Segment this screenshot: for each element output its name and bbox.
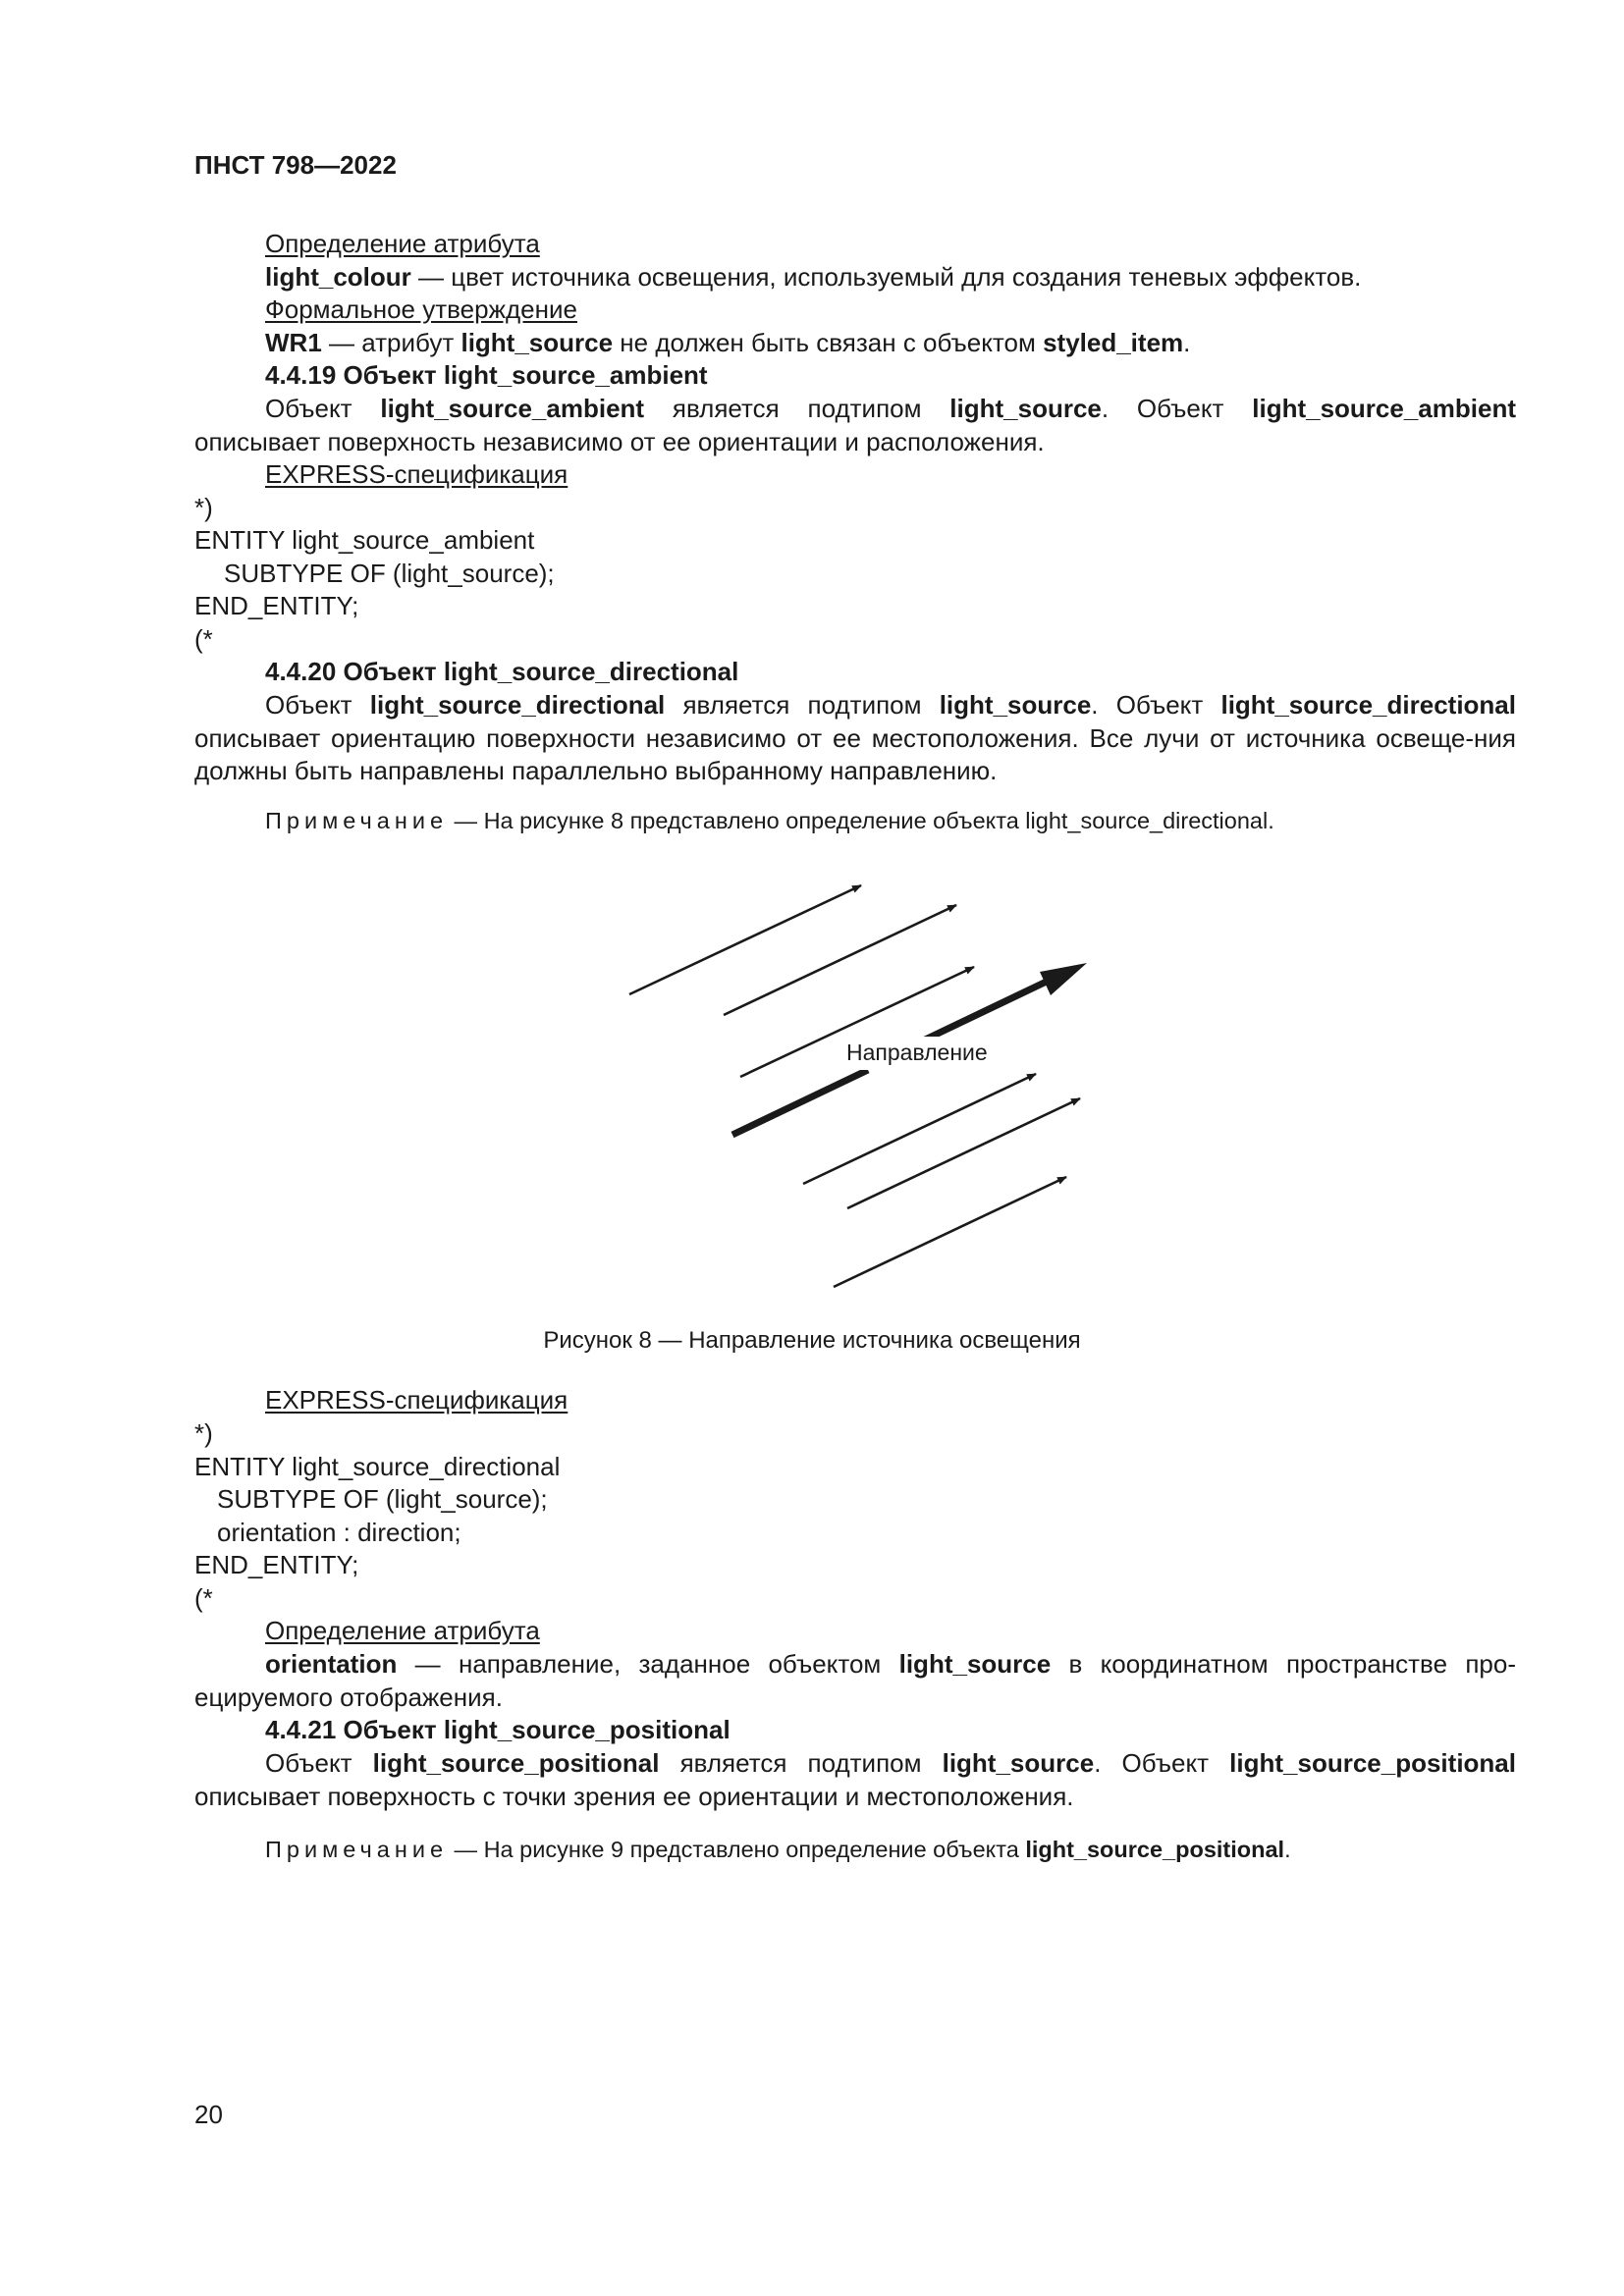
light-ray-arrow xyxy=(629,885,861,994)
note-figure-8: Примечание — На рисунке 8 представлено определение объекта light_source_directional. xyxy=(265,808,1274,833)
light-ray-arrow xyxy=(834,1177,1066,1287)
document-header: ПНСТ 798—2022 xyxy=(194,150,397,180)
light-ray-arrow xyxy=(847,1098,1080,1208)
code-line: (* xyxy=(194,624,213,654)
direction-arrow-shaft xyxy=(732,1070,868,1135)
heading-4-4-21: 4.4.21 Объект light_source_positional xyxy=(265,1715,731,1744)
code-line: orientation : direction; xyxy=(217,1518,461,1547)
formal-statement-heading: Формальное утверждение xyxy=(265,294,577,324)
para-ambient: Объект light_source_ambient является подтипом light_source. Объект light_source_ambient описывает поверхность независимо от ее ориентации и расположения. xyxy=(194,394,1516,456)
code-line: SUBTYPE OF (light_source); xyxy=(217,1484,548,1514)
code-line: (* xyxy=(194,1583,213,1613)
page-number: 20 xyxy=(194,2100,223,2129)
attr-def-heading: Определение атрибута xyxy=(265,1616,540,1645)
express-spec-heading-1: EXPRESS-спецификация xyxy=(265,459,568,489)
code-line: ENTITY light_source_directional xyxy=(194,1452,561,1481)
para-directional: Объект light_source_directional является подтипом light_source. Объект light_source_directional описывает ориентацию поверхности независимо от ее местоположения. Все лучи от источника освеще-ния должны быть направлены параллельно выбранному направлению. xyxy=(194,690,1516,785)
figure-8-caption: Рисунок 8 — Направление источника освещения xyxy=(543,1327,1081,1354)
para-positional: Объект light_source_positional является подтипом light_source. Объект light_source_positional описывает поверхность с точки зрения ее ориентации и местоположения. xyxy=(194,1748,1516,1811)
attr-def-heading: Определение атрибута xyxy=(265,229,540,258)
express-spec-heading-2: EXPRESS-спецификация xyxy=(265,1385,568,1415)
code-line: END_ENTITY; xyxy=(194,1550,359,1579)
code-line: ENTITY light_source_ambient xyxy=(194,525,535,555)
code-line: *) xyxy=(194,493,213,522)
code-line: SUBTYPE OF (light_source); xyxy=(224,559,555,588)
formal-rule-wr1: WR1 — атрибут light_source не должен быть связан с объектом styled_item. xyxy=(265,328,1191,357)
direction-label: Направление xyxy=(844,1037,990,1070)
light-ray-arrow xyxy=(724,905,956,1015)
direction-arrowhead xyxy=(1040,963,1087,995)
heading-4-4-19: 4.4.19 Объект light_source_ambient xyxy=(265,360,708,390)
code-line: END_ENTITY; xyxy=(194,591,359,620)
attr-def-light-colour: light_colour — цвет источника освещения, используемый для создания теневых эффектов. xyxy=(265,262,1362,292)
note-figure-9: Примечание — На рисунке 9 представлено определение объекта light_source_positional. xyxy=(265,1837,1291,1862)
attr-def-orientation: orientation — направление, заданное объектом light_source в координатном пространстве про-ецируемого отображения. xyxy=(194,1649,1516,1712)
heading-4-4-20: 4.4.20 Объект light_source_directional xyxy=(265,657,739,686)
light-ray-arrow xyxy=(803,1074,1036,1184)
direction-arrow-head xyxy=(919,978,1055,1042)
code-line: *) xyxy=(194,1418,213,1448)
